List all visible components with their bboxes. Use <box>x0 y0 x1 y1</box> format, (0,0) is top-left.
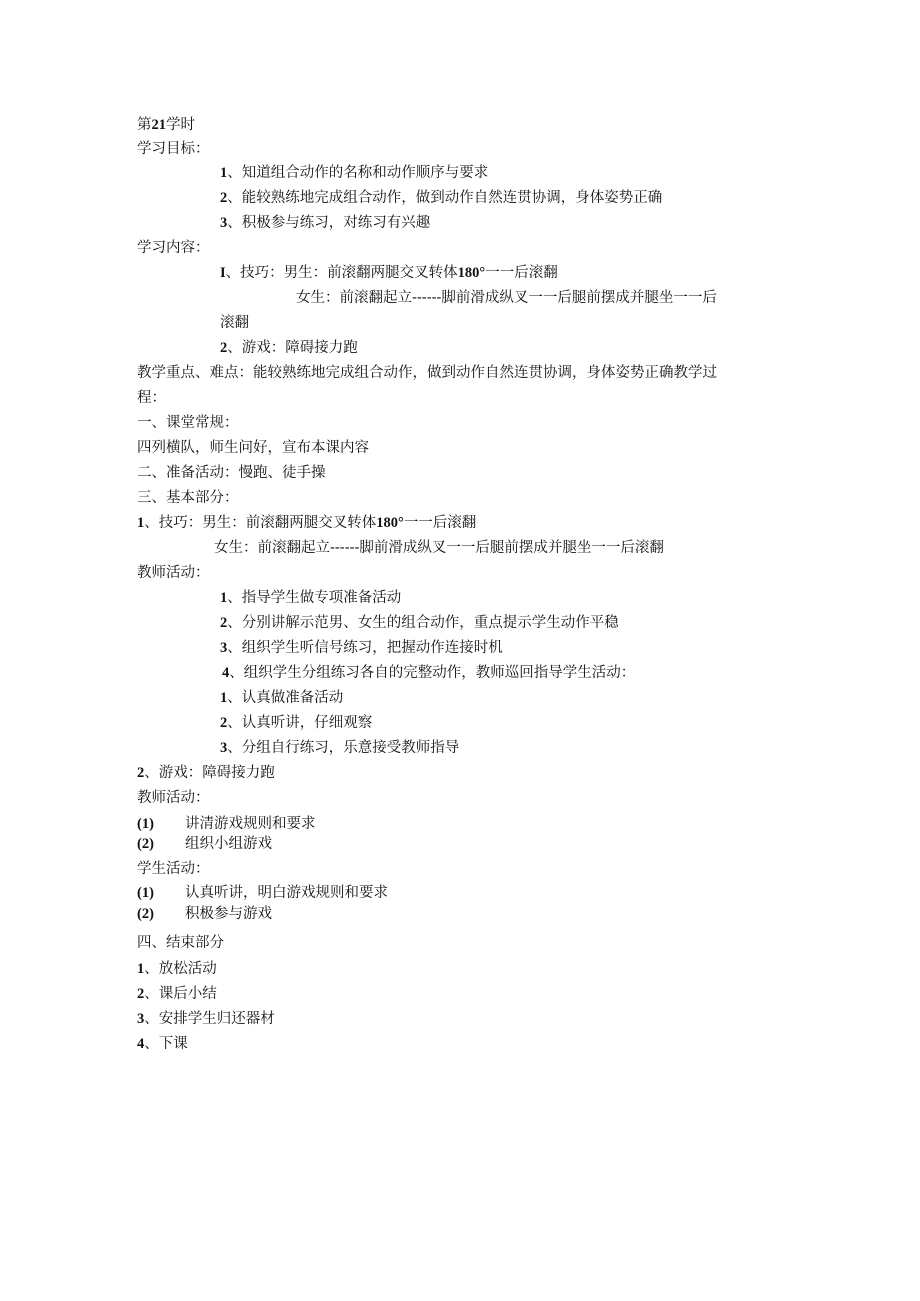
student-item: 2、认真听讲，仔细观察 <box>220 715 373 731</box>
focus-line-cont: 程： <box>137 390 166 406</box>
content-item-skill: I、技巧：男生：前滚翻两腿交叉转体180°一一后滚翻 <box>220 265 558 281</box>
section-heading: 二、准备活动：慢跑、徒手操 <box>137 465 326 481</box>
teacher-item: 4、组织学生分组练习各自的完整动作，教师巡回指导学生活动： <box>222 665 636 681</box>
content-skill-female-cont: 滚翻 <box>220 315 249 331</box>
game-teacher-item: (1) 讲清游戏规则和要求 <box>137 816 316 832</box>
teacher-item: 3、组织学生听信号练习，把握动作连接时机 <box>220 640 503 656</box>
goal-item: 3、积极参与练习，对练习有兴趣 <box>220 215 431 231</box>
student-item: 1、认真做准备活动 <box>220 690 344 706</box>
lesson-title <box>137 115 195 135</box>
teacher-heading: 教师活动： <box>137 565 210 581</box>
game-student-heading: 学生活动： <box>137 861 210 877</box>
teacher-item: 2、分别讲解示范男、女生的组合动作，重点提示学生动作平稳 <box>220 615 619 631</box>
content-item-game: 2、游戏：障碍接力跑 <box>220 340 358 356</box>
basic-skill-female: 女生：前滚翻起立------脚前滑成纵叉一一后腿前摆成并腿坐一一后滚翻 <box>214 540 664 556</box>
game-teacher-item: (2) 组织小组游戏 <box>137 836 272 852</box>
content-heading: 学习内容： <box>137 240 210 256</box>
section-heading: 一、课堂常规： <box>137 415 239 431</box>
goal-item: 1、知道组合动作的名称和动作顺序与要求 <box>220 165 489 181</box>
title-prefix: 第 <box>137 117 152 133</box>
focus-line: 教学重点、难点：能较熟练地完成组合动作，做到动作自然连贯协调，身体姿势正确教学过 <box>137 365 717 381</box>
goal-item: 2、能较熟练地完成组合动作，做到动作自然连贯协调，身体姿势正确 <box>220 190 663 206</box>
title-suffix: 学时 <box>166 117 195 133</box>
basic-skill-item: 1、技巧：男生：前滚翻两腿交叉转体180°一一后滚翻 <box>137 515 477 531</box>
section-heading: 四、结束部分 <box>137 935 224 951</box>
closing-item: 4、下课 <box>137 1036 188 1052</box>
title-number: 21 <box>151 117 166 133</box>
closing-item: 3、安排学生归还器材 <box>137 1011 275 1027</box>
section-heading: 三、基本部分： <box>137 490 239 506</box>
game-teacher-heading: 教师活动： <box>137 790 210 806</box>
game-item: 2、游戏：障碍接力跑 <box>137 765 275 781</box>
game-student-item: (1) 认真听讲，明白游戏规则和要求 <box>137 885 388 901</box>
content-skill-female: 女生：前滚翻起立------脚前滑成纵叉一一后腿前摆成并腿坐一一后 <box>296 290 717 306</box>
student-item: 3、分组自行练习，乐意接受教师指导 <box>220 740 460 756</box>
closing-item: 2、课后小结 <box>137 986 217 1002</box>
teacher-item: 1、指导学生做专项准备活动 <box>220 590 402 606</box>
game-student-item: (2) 积极参与游戏 <box>137 906 272 922</box>
goals-heading: 学习目标： <box>137 141 210 157</box>
section-text: 四列横队，师生问好，宣布本课内容 <box>137 440 369 456</box>
closing-item: 1、放松活动 <box>137 961 217 977</box>
